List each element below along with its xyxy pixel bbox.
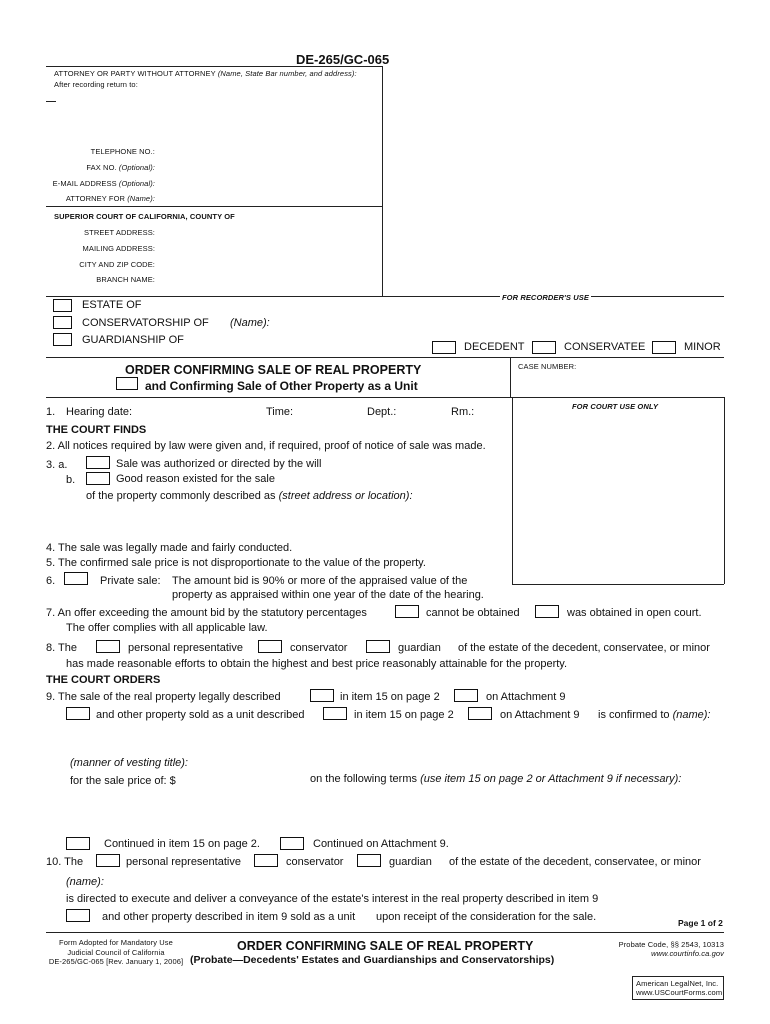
item8-conservator-label: conservator [290, 642, 348, 654]
item10-other-property-checkbox[interactable] [66, 909, 90, 922]
minor-label: MINOR [684, 341, 721, 353]
email-label: E-MAIL ADDRESS (Optional): [52, 179, 155, 188]
conservatee-checkbox[interactable] [532, 341, 556, 354]
item10-conservator-checkbox[interactable] [254, 854, 278, 867]
terms-label: on the following terms (use item 15 on page 2 or Attachment 9 if necessary): [310, 773, 682, 785]
branch-label: BRANCH NAME: [96, 275, 155, 284]
sale-price-label: for the sale price of: $ [70, 775, 176, 787]
conservatee-label: CONSERVATEE [564, 341, 646, 353]
legalnet-box [632, 976, 724, 1000]
item10-pr-checkbox[interactable] [96, 854, 120, 867]
attorney-for-label: ATTORNEY FOR (Name): [65, 194, 155, 203]
item9-confirmed-label: is confirmed to (name): [598, 709, 711, 721]
fax-label: FAX NO. (Optional): [86, 163, 155, 172]
offer-complies-text: The offer complies with all applicable law. [66, 622, 268, 634]
continued-att9-label: Continued on Attachment 9. [313, 838, 449, 850]
item8-pr-label: personal representative [128, 642, 243, 654]
footer-subtitle: (Probate—Decedents' Estates and Guardianships and Conservatorships) [190, 954, 555, 966]
item6-number: 6. [46, 575, 56, 587]
good-reason-checkbox[interactable] [86, 472, 110, 485]
item8-guardian-label: guardian [398, 642, 441, 654]
item8-guardian-checkbox[interactable] [366, 640, 390, 653]
page-number: Page 1 of 2 [678, 918, 723, 928]
attorney-heading: ATTORNEY OR PARTY WITHOUT ATTORNEY (Name, State Bar number, and address): [54, 69, 357, 78]
mailing-label: MAILING ADDRESS: [82, 244, 155, 253]
private-sale-checkbox[interactable] [64, 572, 88, 585]
item9-item15-checkbox[interactable] [310, 689, 334, 702]
hearing-date-label: Hearing date: [66, 406, 133, 418]
item9-other-property-checkbox[interactable] [66, 707, 90, 720]
item9-att9b-label: on Attachment 9 [500, 709, 580, 721]
decedent-label: DECEDENT [464, 341, 525, 353]
street-label: STREET ADDRESS: [84, 228, 155, 237]
estate-of-checkbox[interactable] [53, 299, 72, 312]
return-to-label: After recording return to: [54, 80, 138, 89]
item10-estate-text: of the estate of the decedent, conservatee, or minor [449, 856, 701, 868]
item10-name-label: (name): [66, 876, 104, 888]
item10-guardian-checkbox[interactable] [357, 854, 381, 867]
item9-text: 9. The sale of the real property legally described [46, 691, 281, 703]
case-number-label: CASE NUMBER: [518, 362, 577, 371]
legalnet-name: American LegalNet, Inc. [636, 979, 719, 988]
guardianship-checkbox[interactable] [53, 333, 72, 346]
item10-number: 10. The [46, 856, 84, 868]
item9-item15b-label: in item 15 on page 2 [354, 709, 454, 721]
court-heading: SUPERIOR COURT OF CALIFORNIA, COUNTY OF [54, 212, 235, 221]
legalnet-website[interactable]: www.USCourtForms.com [636, 988, 723, 997]
telephone-label: TELEPHONE NO.: [90, 147, 155, 156]
adopted-info: Form Adopted for Mandatory Use Judicial Council of California DE-265/GC-065 [Rev. January 1, 2006] [48, 938, 184, 966]
cannot-be-obtained-checkbox[interactable] [395, 605, 419, 618]
form-subtitle: and Confirming Sale of Other Property as a Unit [145, 379, 418, 393]
item8-pr-checkbox[interactable] [96, 640, 120, 653]
estate-name-label: (Name): [230, 317, 270, 329]
hearing-time-label: Time: [266, 406, 294, 418]
court-finds-heading: THE COURT FINDS [46, 424, 147, 436]
item9-item15b-checkbox[interactable] [323, 707, 347, 720]
form-title: ORDER CONFIRMING SALE OF REAL PROPERTY [125, 363, 422, 377]
guardianship-label: GUARDIANSHIP OF [82, 334, 184, 346]
item10-directed-text: is directed to execute and deliver a conveyance of the estate's interest in the real property described in item 9 [66, 893, 599, 905]
item10-other-property-label: and other property described in item 9 sold as a unit [102, 911, 356, 923]
item3-number: 3. a. [46, 459, 68, 471]
item10-conservator-label: conservator [286, 856, 344, 868]
item9-att9-label: on Attachment 9 [486, 691, 566, 703]
item9-item15-label: in item 15 on page 2 [340, 691, 440, 703]
open-court-label: was obtained in open court. [567, 607, 702, 619]
item8-efforts-text: has made reasonable efforts to obtain the highest and best price reasonably attainable for the property. [66, 658, 568, 670]
open-court-checkbox[interactable] [535, 605, 559, 618]
sale-authorized-checkbox[interactable] [86, 456, 110, 469]
item2-text: 2. All notices required by law were given and, if required, proof of notice of sale was made. [46, 440, 486, 452]
conservatorship-checkbox[interactable] [53, 316, 72, 329]
item7-text: 7. An offer exceeding the amount bid by the statutory percentages [46, 607, 367, 619]
item8-estate-text: of the estate of the decedent, conservatee, or minor [458, 642, 710, 654]
item9-att9b-checkbox[interactable] [468, 707, 492, 720]
conservatorship-label: CONSERVATORSHIP OF [82, 317, 209, 329]
footer-title: ORDER CONFIRMING SALE OF REAL PROPERTY [237, 939, 534, 953]
recorders-use-label: FOR RECORDER'S USE [502, 293, 589, 302]
item4-text: 4. The sale was legally made and fairly conducted. [46, 542, 293, 554]
item10-upon-receipt-text: upon receipt of the consideration for the sale. [376, 911, 597, 923]
private-sale-text-2: property as appraised within one year of the date of the hearing. [172, 589, 484, 601]
probate-code-citation: Probate Code, §§ 2543, 10313 [618, 940, 724, 949]
private-sale-text-1: The amount bid is 90% or more of the appraised value of the [172, 575, 468, 587]
item10-guardian-label: guardian [389, 856, 432, 868]
cannot-be-obtained-label: cannot be obtained [426, 607, 520, 619]
other-property-unit-checkbox[interactable] [116, 377, 138, 390]
continued-item15-checkbox[interactable] [66, 837, 90, 850]
room-label: Rm.: [451, 406, 475, 418]
dept-label: Dept.: [367, 406, 397, 418]
minor-checkbox[interactable] [652, 341, 676, 354]
item9-att9-checkbox[interactable] [454, 689, 478, 702]
item10-pr-label: personal representative [126, 856, 241, 868]
city-label: CITY AND ZIP CODE: [79, 260, 155, 269]
item1-number: 1. [46, 406, 56, 418]
item8-number: 8. The [46, 642, 77, 654]
item8-conservator-checkbox[interactable] [258, 640, 282, 653]
sale-authorized-label: Sale was authorized or directed by the will [116, 458, 322, 470]
court-use-only-label: FOR COURT USE ONLY [572, 402, 659, 411]
item9-other-property-label: and other property sold as a unit described [96, 709, 305, 721]
continued-att9-checkbox[interactable] [280, 837, 304, 850]
private-sale-label: Private sale: [100, 575, 161, 587]
vesting-title-label: (manner of vesting title): [70, 757, 188, 769]
form-number: DE-265/GC-065 [296, 52, 390, 67]
courtinfo-website: www.courtinfo.ca.gov [651, 949, 724, 958]
continued-item15-label: Continued in item 15 on page 2. [104, 838, 260, 850]
court-orders-heading: THE COURT ORDERS [46, 674, 161, 686]
good-reason-label: Good reason existed for the sale [116, 473, 275, 485]
decedent-checkbox[interactable] [432, 341, 456, 354]
property-description-label: of the property commonly described as (street address or location): [86, 490, 413, 502]
estate-of-label: ESTATE OF [82, 299, 142, 311]
item5-text: 5. The confirmed sale price is not disproportionate to the value of the property. [46, 557, 426, 569]
item3b-letter: b. [66, 474, 76, 486]
